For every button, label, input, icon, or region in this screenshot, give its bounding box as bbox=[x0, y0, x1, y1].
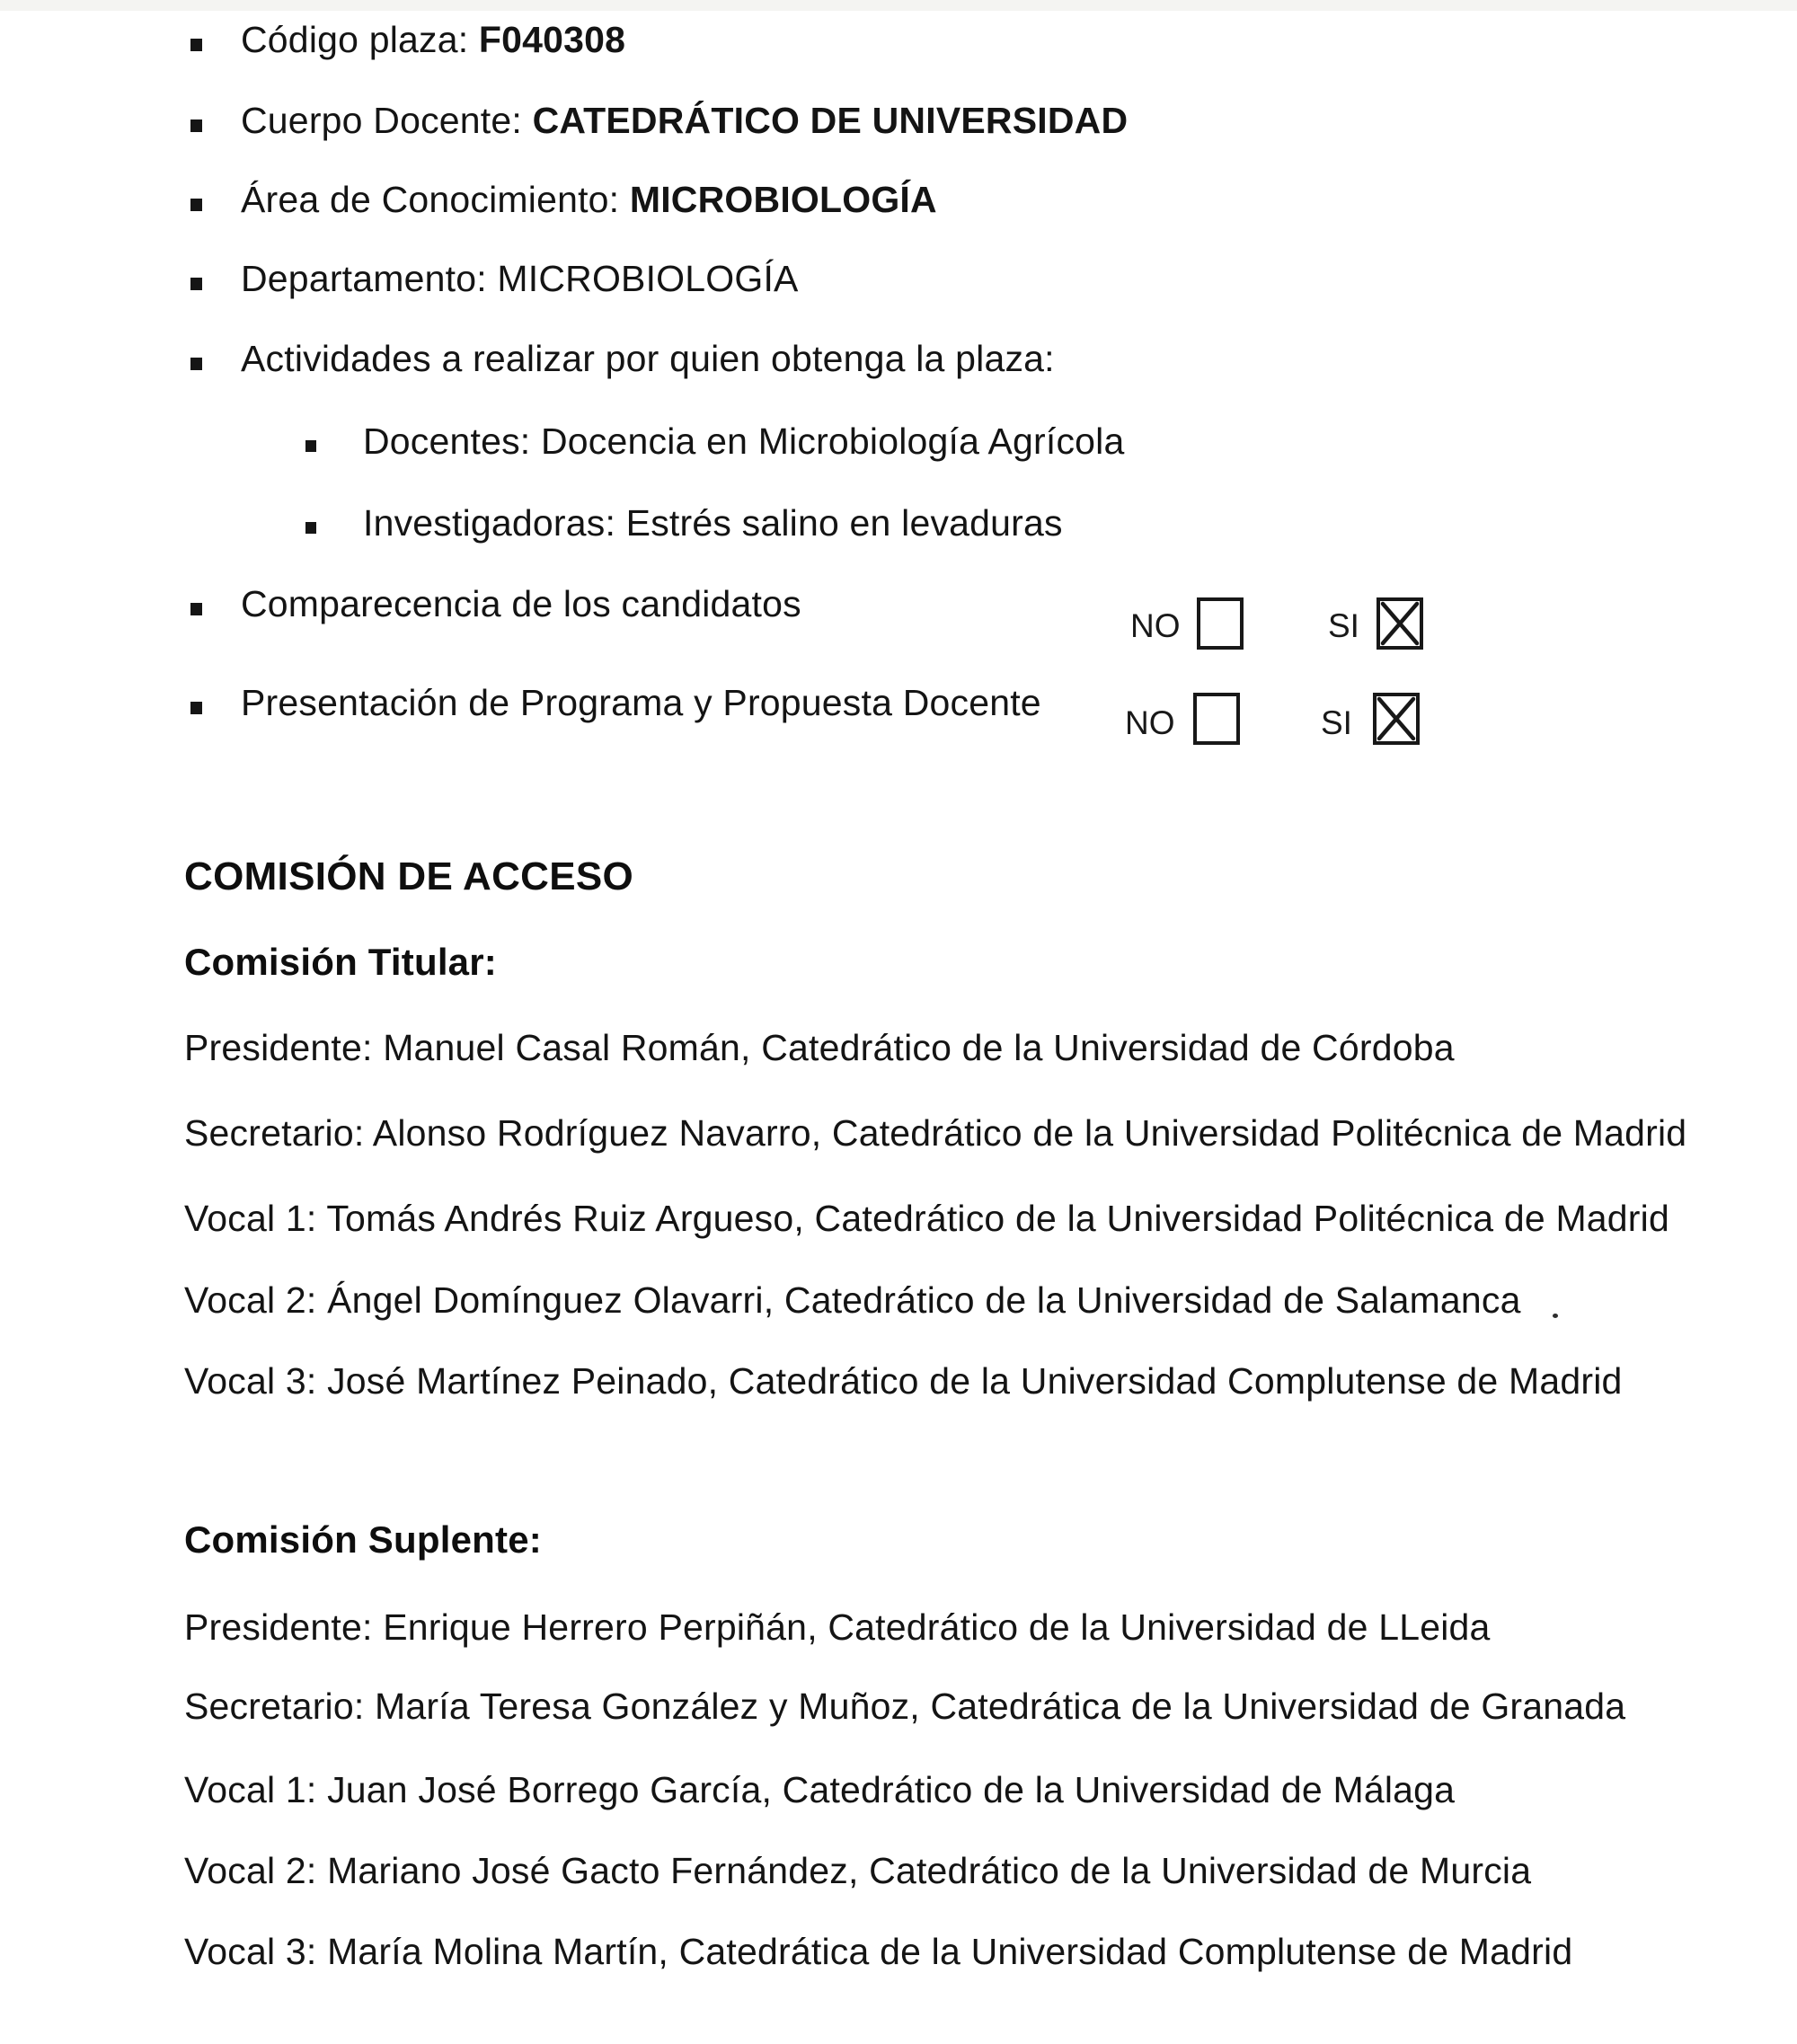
field-codigo-plaza bbox=[241, 18, 625, 61]
bullet-square-icon bbox=[190, 119, 202, 132]
member-text: Presidente: Manuel Casal Román, Catedrático de la Universidad de Córdoba bbox=[184, 1027, 1455, 1068]
bullet-square-icon bbox=[190, 702, 202, 714]
member-row bbox=[184, 1930, 1572, 1973]
checkbox-si-checked-icon bbox=[1373, 693, 1420, 745]
member-text: Vocal 3: José Martínez Peinado, Catedrático de la Universidad Complutense de Madrid bbox=[184, 1360, 1623, 1402]
no-label: NO bbox=[1130, 607, 1181, 644]
field-label: Código plaza: bbox=[241, 19, 479, 60]
bullet-square-icon bbox=[190, 199, 202, 211]
field-label: Área de Conocimiento: bbox=[241, 179, 630, 220]
member-text: Vocal 3: María Molina Martín, Catedrática de la Universidad Complutense de Madrid bbox=[184, 1931, 1573, 1972]
scan-speck bbox=[1553, 1314, 1558, 1318]
checkbox-no-empty-icon bbox=[1193, 693, 1240, 745]
checkbox-no-empty-icon bbox=[1197, 597, 1244, 650]
field-actividades bbox=[241, 337, 1055, 380]
bullet-square-icon bbox=[190, 278, 202, 290]
bullet-square-icon bbox=[305, 522, 316, 534]
member-row bbox=[184, 1359, 1623, 1402]
member-text: Presidente: Enrique Herrero Perpiñán, Catedrático de la Universidad de LLeida bbox=[184, 1606, 1491, 1648]
member-text: Vocal 2: Ángel Domínguez Olavarri, Catedrático de la Universidad de Salamanca bbox=[184, 1279, 1521, 1321]
scan-edge-artifact bbox=[0, 0, 1797, 11]
member-row bbox=[184, 1849, 1531, 1892]
member-text: Secretario: María Teresa González y Muñoz, Catedrática de la Universidad de Granada bbox=[184, 1686, 1626, 1727]
member-text: Vocal 1: Juan José Borrego García, Catedrático de la Universidad de Málaga bbox=[184, 1769, 1456, 1810]
section-title-comision-de-acceso: COMISIÓN DE ACCESO bbox=[184, 854, 634, 898]
subsection-title-comision-suplente: Comisión Suplente: bbox=[184, 1518, 542, 1561]
member-text: Secretario: Alonso Rodríguez Navarro, Catedrático de la Universidad Politécnica de Madrid bbox=[184, 1112, 1687, 1154]
sub-item-text: Docentes: Docencia en Microbiología Agrícola bbox=[363, 420, 1125, 462]
member-row bbox=[184, 1026, 1455, 1069]
member-row bbox=[184, 1111, 1686, 1155]
field-value: F040308 bbox=[478, 19, 626, 60]
sub-item-text: Investigadoras: Estrés salino en levaduras bbox=[363, 502, 1063, 544]
bullet-square-icon bbox=[305, 440, 316, 452]
checkbox-si-checked-icon bbox=[1377, 597, 1423, 650]
field-departamento bbox=[241, 257, 799, 300]
bullet-square-icon bbox=[190, 39, 202, 51]
no-label: NO bbox=[1125, 704, 1175, 741]
field-comparecencia bbox=[241, 582, 801, 625]
member-row bbox=[184, 1197, 1669, 1240]
member-text: Vocal 2: Mariano José Gacto Fernández, Catedrático de la Universidad de Murcia bbox=[184, 1850, 1532, 1891]
field-label: Presentación de Programa y Propuesta Docente bbox=[241, 682, 1041, 723]
field-label: Actividades a realizar por quien obtenga la plaza: bbox=[241, 338, 1055, 379]
member-row bbox=[184, 1606, 1491, 1649]
sub-item-docentes bbox=[363, 420, 1124, 463]
member-text: Vocal 1: Tomás Andrés Ruiz Argueso, Catedrático de la Universidad Politécnica de Madrid bbox=[184, 1198, 1669, 1239]
field-cuerpo-docente bbox=[241, 99, 1128, 142]
bullet-square-icon bbox=[190, 603, 202, 615]
si-label: SI bbox=[1321, 704, 1352, 741]
member-row bbox=[184, 1685, 1625, 1728]
field-presentacion bbox=[241, 681, 1041, 724]
bullet-square-icon bbox=[190, 358, 202, 370]
si-label: SI bbox=[1328, 607, 1359, 644]
checkbox-cross-icon bbox=[1380, 601, 1420, 646]
field-label: Cuerpo Docente: bbox=[241, 100, 533, 141]
field-value: MICROBIOLOGÍA bbox=[629, 179, 937, 220]
field-area-conocimiento bbox=[241, 178, 937, 221]
subsection-title-comision-titular: Comisión Titular: bbox=[184, 941, 497, 983]
field-label: Departamento: MICROBIOLOGÍA bbox=[241, 258, 799, 299]
field-value: CATEDRÁTICO DE UNIVERSIDAD bbox=[532, 100, 1129, 141]
sub-item-investigadoras bbox=[363, 501, 1063, 544]
checkbox-cross-icon bbox=[1377, 696, 1416, 741]
field-label: Comparecencia de los candidatos bbox=[241, 583, 801, 624]
member-row bbox=[184, 1279, 1521, 1322]
member-row bbox=[184, 1768, 1455, 1811]
